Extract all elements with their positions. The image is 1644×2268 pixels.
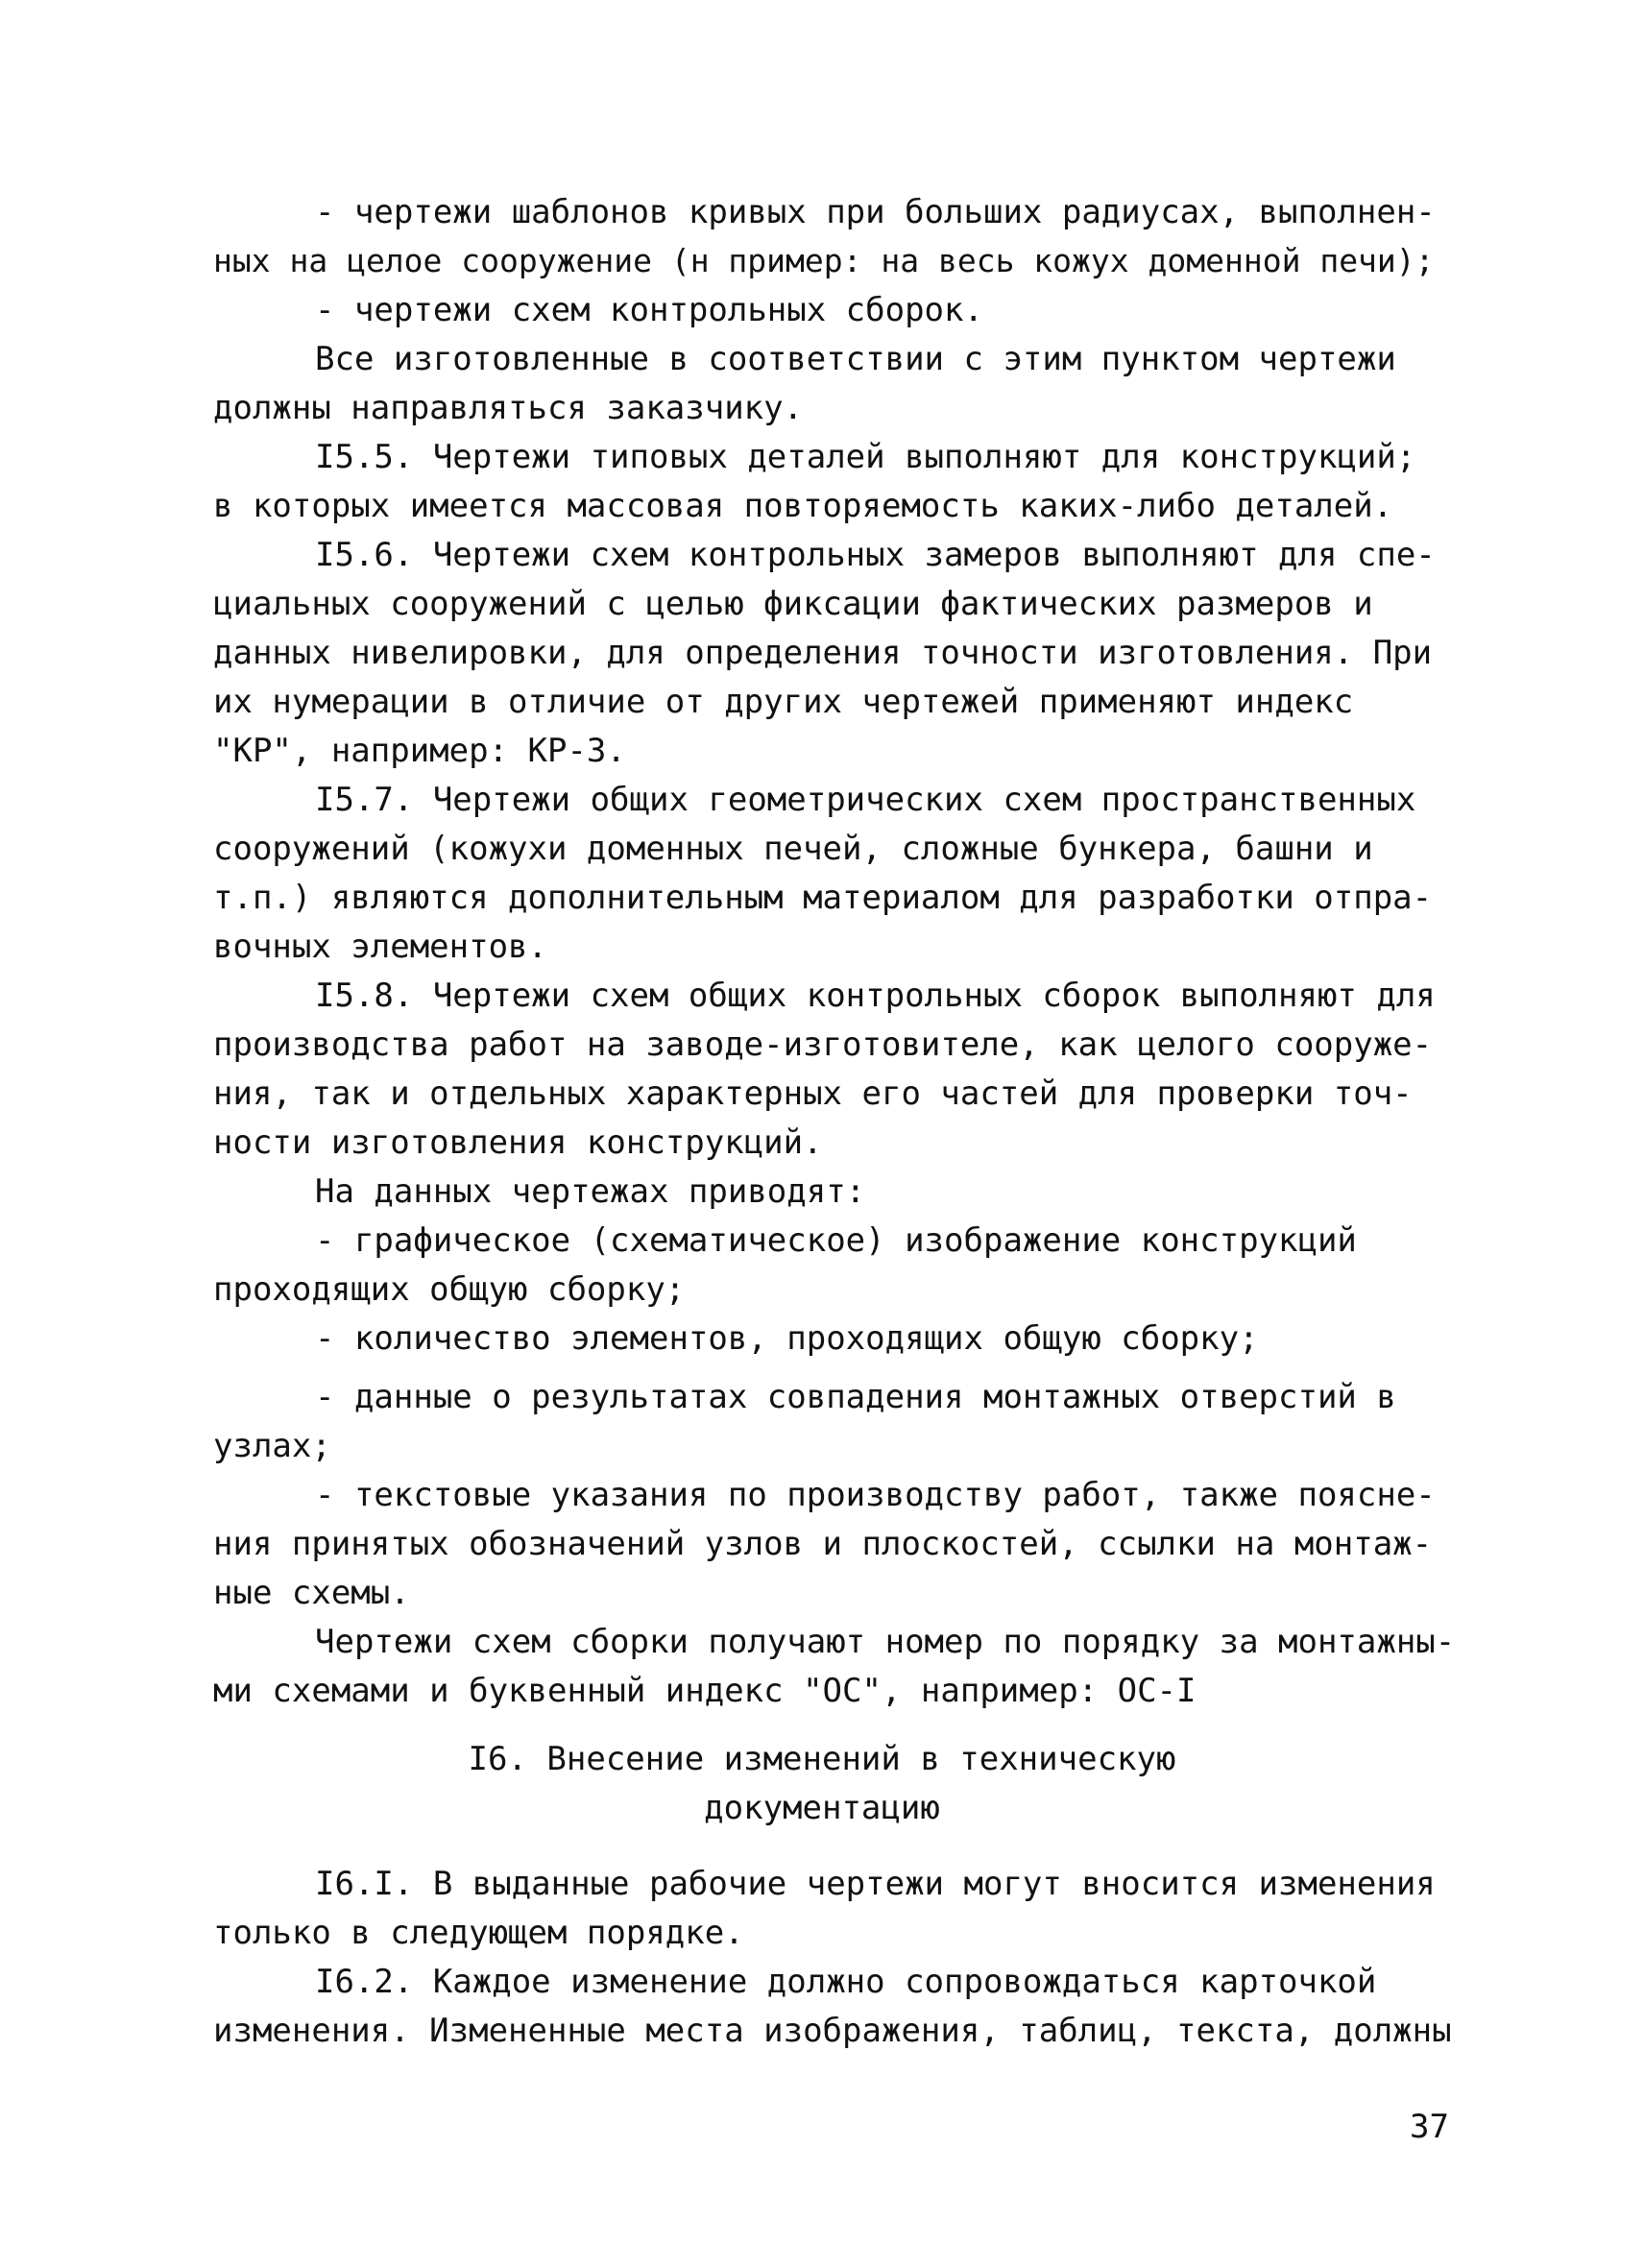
text-line: т.п.) являются дополнительным материалом для разработки отпра- bbox=[213, 879, 1433, 917]
section-heading: документацию bbox=[704, 1789, 940, 1827]
text-line: проходящих общую сборку; bbox=[213, 1270, 686, 1309]
text-line: На данных чертежах приводят: bbox=[315, 1172, 866, 1211]
text-line: Чертежи схем сборки получают номер по порядку за монтажны- bbox=[315, 1623, 1456, 1661]
text-line: их нумерации в отличие от других чертежей применяют индекс bbox=[213, 683, 1354, 721]
text-line: I5.6. Чертежи схем контрольных замеров выполняют для спе- bbox=[315, 536, 1436, 574]
text-line: - количество элементов, проходящих общую сборку; bbox=[315, 1319, 1259, 1358]
text-line: изменения. Измененные места изображения, таблиц, текста, должны bbox=[213, 2012, 1452, 2050]
section-heading: I6. Внесение изменений в техническую bbox=[468, 1740, 1176, 1778]
text-line: - чертежи схем контрольных сборок. bbox=[315, 291, 983, 329]
text-line: I5.7. Чертежи общих геометрических схем пространственных bbox=[315, 781, 1416, 819]
text-line: ния, так и отдельных характерных его частей для проверки точ- bbox=[213, 1074, 1413, 1113]
text-line: I5.5. Чертежи типовых деталей выполняют для конструкций; bbox=[315, 438, 1416, 476]
page-number: 37 bbox=[1410, 2108, 1449, 2146]
text-line: I6.2. Каждое изменение должно сопровождаться карточкой bbox=[315, 1963, 1377, 2001]
text-line: производства работ на заводе-изготовителе, как целого сооруже- bbox=[213, 1025, 1433, 1064]
text-line: Все изготовленные в соответствии с этим пунктом чертежи bbox=[315, 340, 1396, 378]
text-line: сооружений (кожухи доменных печей, сложные бункера, башни и bbox=[213, 830, 1373, 868]
text-line: циальных сооружений с целью фиксации фактических размеров и bbox=[213, 585, 1373, 623]
text-line: ния принятых обозначений узлов и плоскостей, ссылки на монтаж- bbox=[213, 1525, 1433, 1563]
text-line: ных на целое сооружение (н пример: на весь кожух доменной печи); bbox=[213, 242, 1435, 279]
text-line: ности изготовления конструкций. bbox=[213, 1123, 823, 1162]
text-line: узлах; bbox=[213, 1427, 331, 1465]
text-line: I5.8. Чертежи схем общих контрольных сборок выполняют для bbox=[315, 977, 1436, 1015]
text-line: ми схемами и буквенный индекс "ОС", например: ОС-I bbox=[213, 1672, 1197, 1710]
text-line: должны направляться заказчику. bbox=[213, 389, 804, 427]
text-line: - данные о результатах совпадения монтажных отверстий в bbox=[315, 1378, 1396, 1416]
text-line: данных нивелировки, для определения точности изготовления. При bbox=[213, 634, 1433, 672]
text-line: только в следующем порядке. bbox=[213, 1914, 744, 1952]
text-line: I6.I. В выданные рабочие чертежи могут вносится изменения bbox=[315, 1865, 1436, 1903]
text-line: - текстовые указания по производству работ, также поясне- bbox=[315, 1476, 1436, 1514]
text-line: - чертежи шаблонов кривых при больших радиусах, выполнен- bbox=[315, 193, 1436, 231]
text-line: в которых имеется массовая повторяемость каких-либо деталей. bbox=[213, 487, 1393, 525]
text-line: ные схемы. bbox=[213, 1574, 410, 1612]
text-line: - графическое (схематическое) изображение конструкций bbox=[315, 1221, 1357, 1260]
text-line: "КР", например: КР-3. bbox=[213, 732, 626, 770]
text-line: вочных элементов. bbox=[213, 928, 547, 966]
